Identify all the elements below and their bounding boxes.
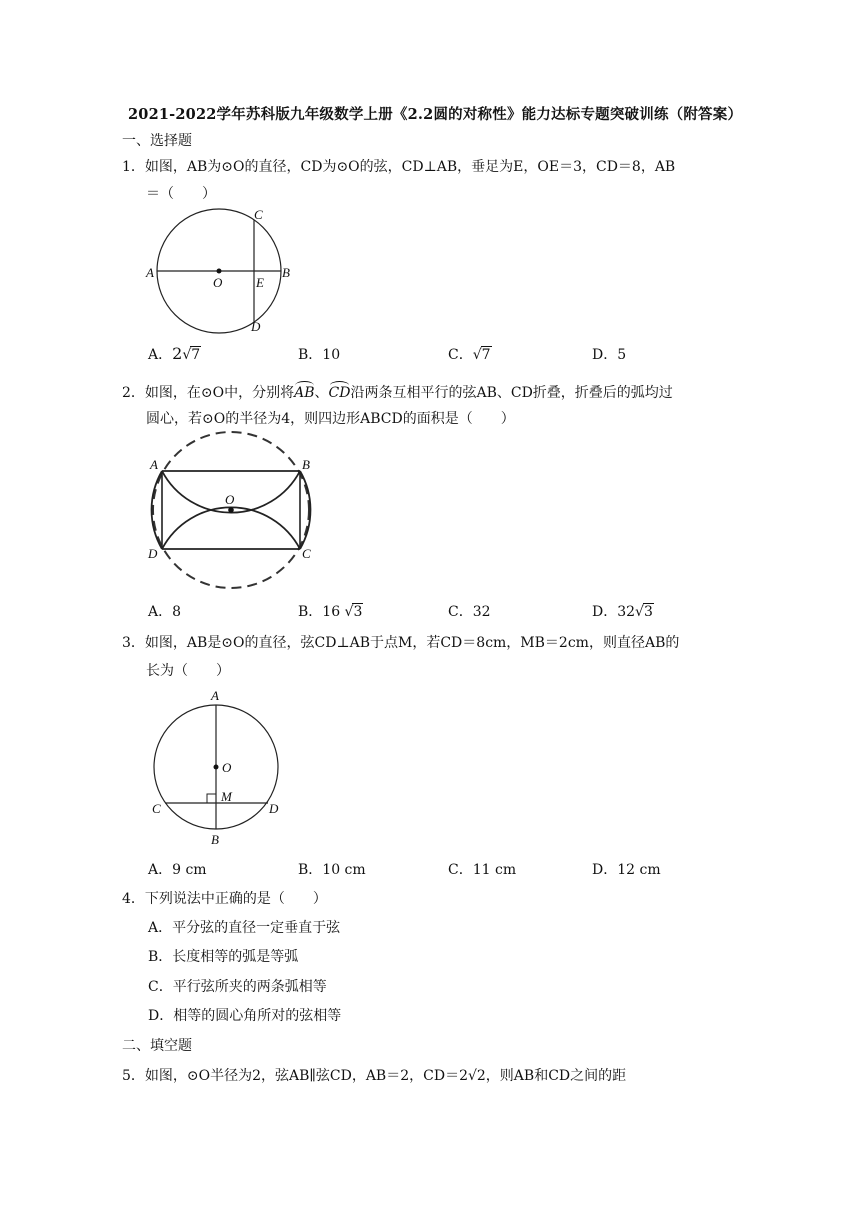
center-point-o [217, 269, 222, 274]
document-title: 2021-2022学年苏科版九年级数学上册《2.2圆的对称性》能力达标专题突破训练（附答案） [128, 106, 743, 123]
label-a: A [211, 688, 219, 703]
center-point-o [214, 765, 219, 770]
right-angle-mark [207, 794, 216, 803]
arc-ab-label: AB [294, 385, 315, 401]
question-1-line-2: ＝（ ） [146, 186, 216, 202]
label-a: A [146, 265, 154, 280]
question-2-option-d[interactable]: D．32√3 [592, 604, 653, 620]
label-o: O [222, 760, 232, 775]
question-3-figure [145, 685, 290, 850]
label-e: E [256, 275, 264, 290]
question-3-line-1: 3．如图，AB是⊙O的直径，弦CD⊥AB于点M，若CD＝8cm，MB＝2cm，则直径AB的 [122, 635, 680, 651]
question-3-option-c[interactable]: C．11 cm [448, 862, 517, 878]
question-4-option-a[interactable]: A．平分弦的直径一定垂直于弦 [148, 920, 341, 936]
question-3-line-2: 长为（ ） [146, 663, 230, 679]
section-heading-choice: 一、选择题 [122, 133, 192, 149]
label-d: D [148, 546, 158, 561]
question-1-option-b[interactable]: B．10 [298, 347, 341, 363]
folded-arc-cd [162, 507, 300, 549]
label-b: B [211, 832, 219, 847]
arc-cd-label: CD [328, 385, 351, 401]
label-m: M [221, 789, 232, 804]
question-5-line-1: 5．如图，⊙O半径为2，弦AB∥弦CD，AB＝2，CD＝2√2，则AB和CD之间的距 [122, 1068, 627, 1084]
label-o: O [225, 492, 235, 507]
question-4-option-c[interactable]: C．平行弦所夹的两条弧相等 [148, 979, 327, 995]
question-1-option-a[interactable]: A．2√7 [148, 344, 201, 363]
question-4-option-b[interactable]: B．长度相等的弧是等弧 [148, 949, 299, 965]
center-point-o [228, 507, 234, 513]
label-c: C [254, 207, 263, 222]
label-b: B [282, 265, 290, 280]
question-3-option-d[interactable]: D．12 cm [592, 862, 661, 878]
question-1-figure [140, 205, 310, 340]
question-2-option-a[interactable]: A．8 [148, 604, 182, 620]
question-1-option-d[interactable]: D．5 [592, 347, 627, 363]
question-2-option-c[interactable]: C．32 [448, 604, 491, 620]
question-2-line-2: 圆心，若⊙O的半径为4，则四边形ABCD的面积是（ ） [146, 411, 515, 427]
question-3-option-a[interactable]: A．9 cm [148, 862, 207, 878]
label-a: A [150, 457, 158, 472]
label-b: B [302, 457, 310, 472]
label-d: D [269, 801, 279, 816]
question-2-line-1: 2．如图，在⊙O中，分别将AB、CD沿两条互相平行的弦AB、CD折叠，折叠后的弧均过 [122, 385, 673, 401]
question-1-option-c[interactable]: C．√7 [448, 347, 491, 363]
question-4-option-d[interactable]: D．相等的圆心角所对的弦相等 [148, 1008, 342, 1024]
label-o: O [213, 275, 223, 290]
question-3-option-b[interactable]: B．10 cm [298, 862, 366, 878]
label-c: C [302, 546, 311, 561]
question-1-line-1: 1．如图，AB为⊙O的直径，CD为⊙O的弦，CD⊥AB，垂足为E，OE＝3，CD＝8，AB [122, 159, 676, 175]
section-heading-fill: 二、填空题 [122, 1038, 192, 1054]
question-4-stem: 4．下列说法中正确的是（ ） [122, 891, 327, 907]
question-2-figure [140, 425, 325, 595]
label-d: D [251, 319, 261, 334]
question-2-option-b[interactable]: B．16 √3 [298, 604, 363, 620]
label-c: C [152, 801, 161, 816]
